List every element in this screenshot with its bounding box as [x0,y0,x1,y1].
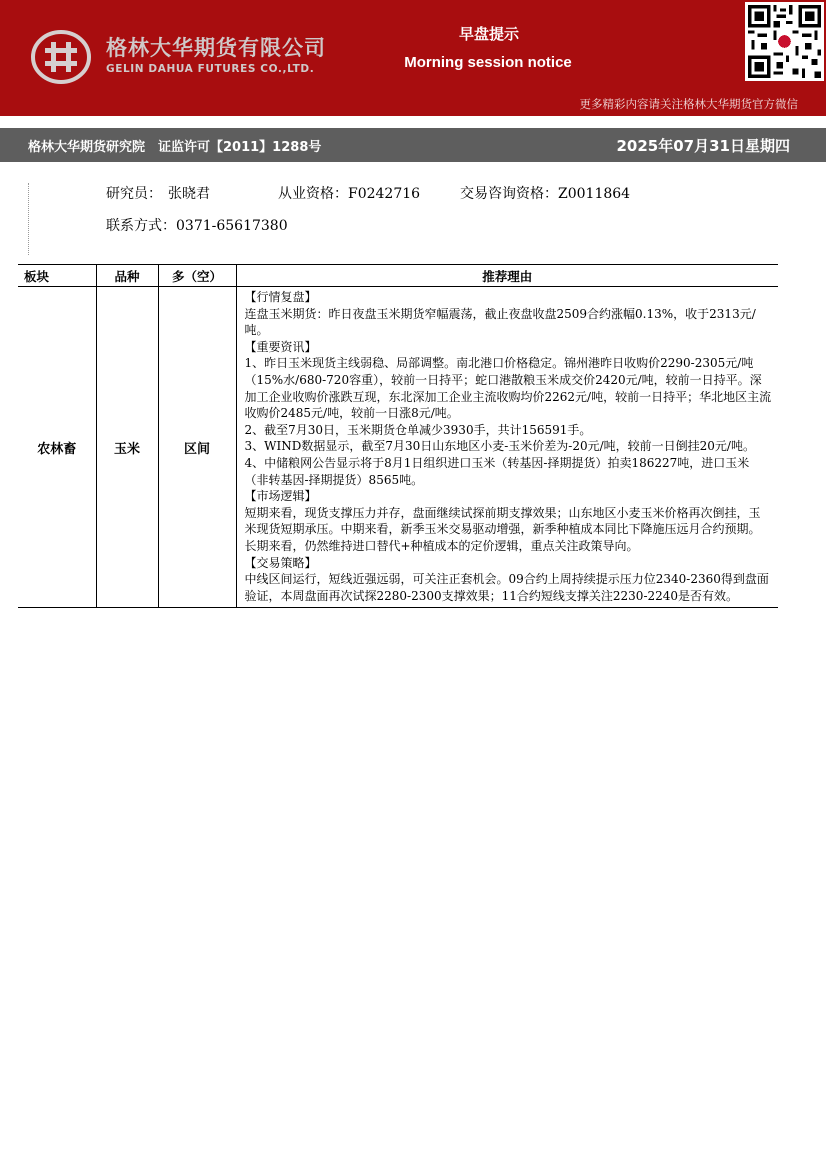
news-item-1: 1、昨日玉米现货主线弱稳、局部调整。南北港口价格稳定。锦州港昨日收购价2290-2305元/吨（15%水/680-720容重），较前一日持平；蛇口港散粮玉米成交价2420元/吨，较前一日持平。深加工企业收购价涨跌互现，东北深加工企业主流收购均价2262元/吨，较前一日持平；华北地区主流收购价2485元/吨，较前一日涨8元/吨。 [244,356,772,421]
cell-sector: 农林畜 [18,287,96,608]
company-name-cn: 格林大华期货有限公司 [106,36,326,60]
cell-direction: 区间 [158,287,236,608]
researcher-name: 张晓君 [168,186,210,202]
strategy-paragraph: 中线区间运行，短线近强远弱，可关注正套机会。09合约上周持续提示压力位2340-2360得到盘面验证，本周盘面再次试探2280-2300支撑效果；11合约短线支撑关注2230-2240是否有效。 [244,572,769,603]
contact-phone: 0371-65617380 [176,218,288,234]
section-title-review: 【行情复盘】 [244,290,317,304]
report-date: 2025年07月31日星期四 [616,137,790,155]
contact-info-row [106,215,288,235]
researcher-info-row [106,183,630,203]
institute-license: 格林大华期货研究院 证监许可【2011】1288号 [28,140,322,155]
consult-label: 交易咨询资格： [460,186,558,202]
news-item-2: 2、截至7月30日，玉米期货仓单减少3930手，共计156591手。 [244,422,592,437]
cell-variety: 玉米 [96,287,158,608]
table-row [18,287,778,608]
cert-number: F0242716 [348,186,421,202]
researcher-label: 研究员： [106,186,162,202]
notice-title-cn: 早盘提示 [458,25,519,43]
review-paragraph: 连盘玉米期货：昨日夜盘玉米期货窄幅震荡，截止夜盘收盘2509合约涨幅0.13%，收于2313元/吨。 [244,306,756,338]
dotted-margin-line [28,183,29,255]
recommendation-table [18,264,778,608]
cell-reason [236,287,778,608]
company-logo-icon [31,30,91,84]
section-title-logic: 【市场逻辑】 [244,489,317,504]
wechat-follow-note: 更多精彩内容请关注格林大华期货官方微信 [579,97,798,111]
wechat-qr-code-icon [745,2,824,81]
section-title-news: 【重要资讯】 [244,339,317,354]
news-item-4: 4、中储粮网公告显示将于8月1日组织进口玉米（转基因-择期提货）拍卖186227吨，进口玉米（非转基因-择期提货）8565吨。 [244,455,750,487]
logic-paragraph: 短期来看，现货支撑压力并存，盘面继续试探前期支撑效果；山东地区小麦玉米价格再次倒挂，玉米现货短期承压。中期来看，新季玉米交易驱动增强，新季种植成本同比下降施压远月合约预期。长期来看，仍然维持进口替代+种植成本的定价逻辑，重点关注政策导向。 [244,505,761,553]
company-name-en: GELIN DAHUA FUTURES CO.,LTD. [106,63,315,75]
header-banner [0,0,826,116]
header-reason: 推荐理由 [236,265,778,287]
header-variety: 品种 [96,265,158,287]
notice-title-en: Morning session notice [404,54,572,71]
consult-number: Z0011864 [558,186,631,202]
header-direction: 多（空） [158,265,236,287]
institute-bar [0,128,826,162]
section-title-strategy: 【交易策略】 [244,555,317,570]
cert-label: 从业资格： [278,186,348,202]
table-header-row [18,265,778,287]
contact-label: 联系方式： [106,218,176,234]
news-item-3: 3、WIND数据显示，截至7月30日山东地区小麦-玉米价差为-20元/吨，较前一日倒挂20元/吨。 [244,439,755,454]
header-sector: 板块 [18,265,96,287]
